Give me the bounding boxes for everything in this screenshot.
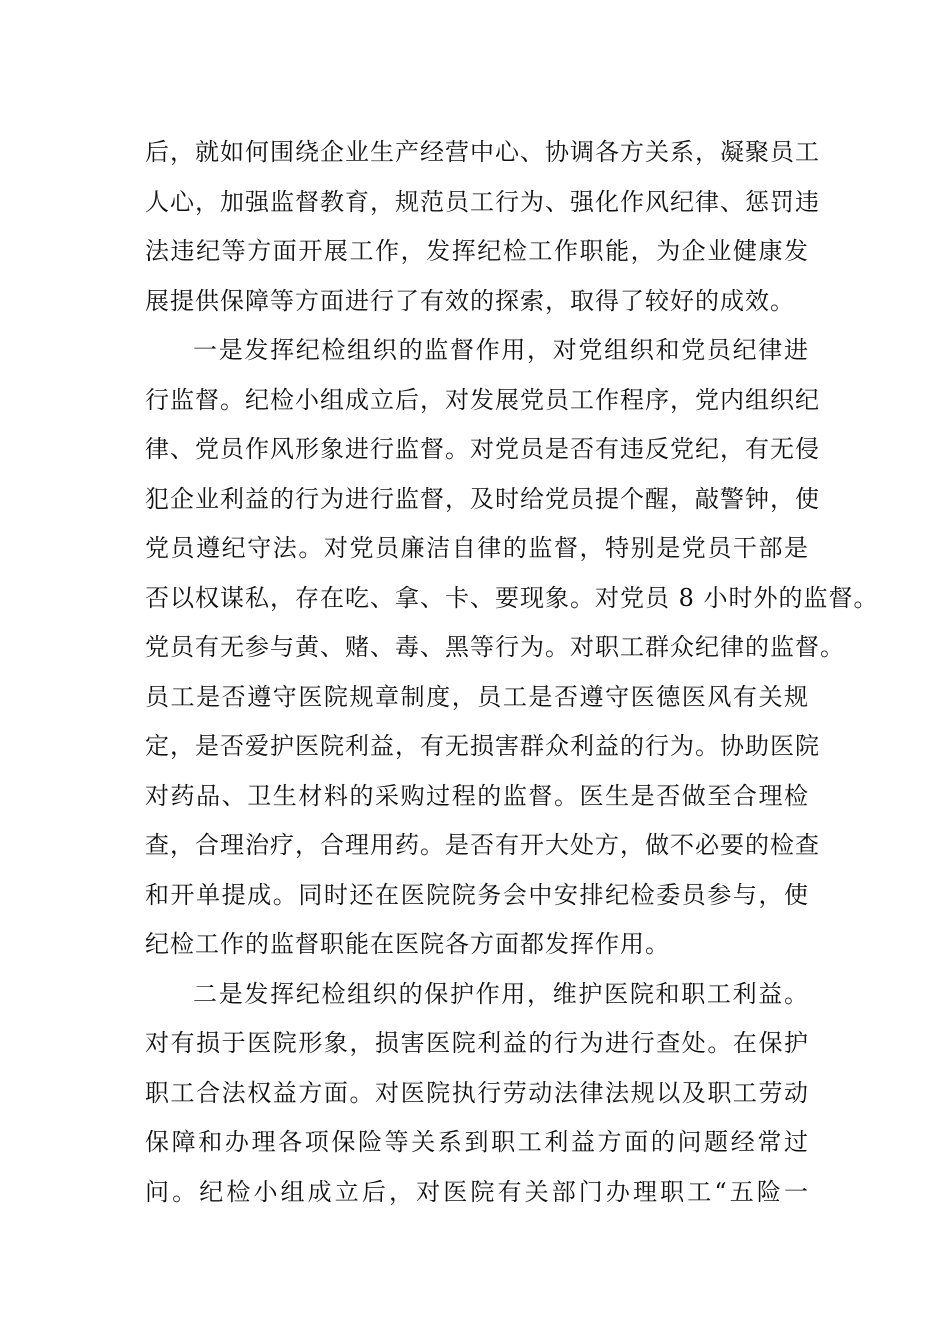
text-line: 二是发挥纪检组织的保护作用，维护医院和职工利益。: [193, 979, 809, 1008]
text-line: 查，合理治疗，合理用药。是否有开大处方，做不必要的检查: [145, 831, 820, 859]
body-text: [145, 128, 879, 1217]
text-line: 后，就如何围绕企业生产经营中心、协调各方关系，凝聚员工: [145, 138, 820, 166]
text-line: 和开单提成。同时还在医院院务会中安排纪检委员参与，使: [145, 880, 809, 909]
text-line: 行监督。纪检小组成立后，对发展党员工作程序，党内组织纪: [145, 385, 820, 414]
text-line: 律、党员作风形象进行监督。对党员是否有违反党纪，有无侵: [145, 435, 820, 463]
text-line: 否以权谋私，存在吃、拿、卡、要现象。对党员 8 小时外的监督。: [145, 583, 879, 612]
text-line: 对有损于医院形象，损害医院利益的行为进行查处。在保护: [145, 1029, 809, 1057]
text-line: 展提供保障等方面进行了有效的探索，取得了较好的成效。: [145, 286, 795, 315]
text-line: 人心，加强监督教育，规范员工行为、强化作风纪律、惩罚违: [145, 187, 820, 216]
text-line: 党员有无参与黄、赌、毒、黑等行为。对职工群众纪律的监督。: [145, 633, 845, 661]
text-line: 犯企业利益的行为进行监督，及时给党员提个醒，敲警钟，使: [145, 484, 820, 513]
text-line: 员工是否遵守医院规章制度，员工是否遵守医德医风有关规: [145, 682, 809, 711]
text-line: 一是发挥纪检组织的监督作用，对党组织和党员纪律进: [193, 336, 809, 364]
text-line: 问。纪检小组成立后，对医院有关部门办理职工“五险一: [145, 1177, 809, 1206]
text-line: 定，是否爱护医院利益，有无损害群众利益的行为。协助医院: [145, 732, 820, 760]
text-line: 纪检工作的监督职能在医院各方面都发挥作用。: [145, 930, 670, 958]
text-line: 职工合法权益方面。对医院执行劳动法律法规以及职工劳动: [145, 1078, 809, 1107]
text-line: 法违纪等方面开展工作，发挥纪检工作职能，为企业健康发: [145, 237, 809, 265]
text-line: 对药品、卫生材料的采购过程的监督。医生是否做至合理检: [145, 781, 809, 810]
text-line: 保障和办理各项保险等关系到职工利益方面的问题经常过: [145, 1128, 809, 1156]
text-line: 党员遵纪守法。对党员廉洁自律的监督，特别是党员干部是: [145, 534, 809, 562]
